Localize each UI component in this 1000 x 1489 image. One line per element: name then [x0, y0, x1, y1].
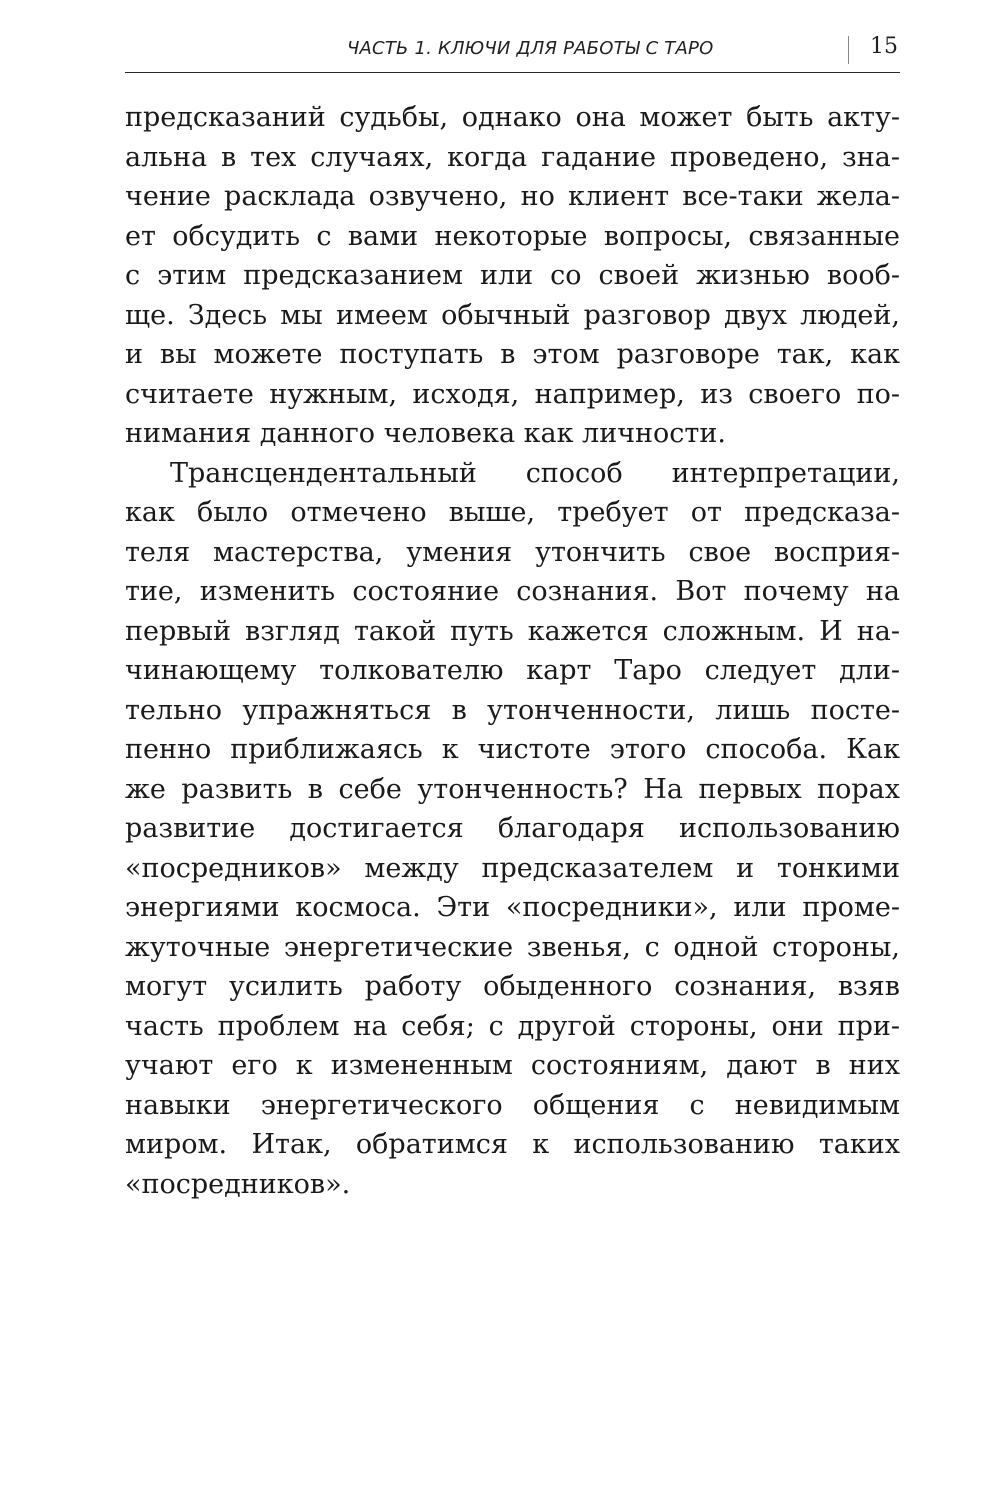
text-line: могут усилить работу обыденного сознания, взяв [125, 971, 900, 1002]
page-number: 15 [870, 34, 898, 59]
text-line: предсказаний судьбы, однако она может быть акту- [125, 102, 900, 133]
text-line: учают его к измененным состояниям, дают в них [125, 1050, 900, 1081]
text-line: ет обсудить с вами некоторые вопросы, связанные [125, 220, 900, 252]
text-line: часть проблем на себя; с другой стороны, они при- [125, 1010, 900, 1042]
text-line: первый взгляд такой путь кажется сложным. И на- [125, 615, 900, 647]
header-separator [848, 36, 849, 64]
text-line: ще. Здесь мы имеем обычный разговор двух людей, [125, 299, 900, 331]
text-line: «посредников» между предсказателем и тонкими [125, 852, 900, 884]
text-line: альна в тех случаях, когда гадание проведено, зна- [125, 141, 900, 173]
text-line: тие, изменить состояние сознания. Вот почему на [125, 576, 900, 607]
text-line: с этим предсказанием или со своей жизнью вооб- [125, 260, 900, 291]
text-line: теля мастерства, умения утончить свое восприя- [125, 536, 900, 568]
text-line: энергиями космоса. Эти «посредники», или проме- [125, 892, 900, 923]
text-line: как было отмечено выше, требует от предсказа- [125, 497, 900, 528]
body-text [125, 98, 900, 1204]
paragraph-1 [125, 98, 900, 454]
text-line: чение расклада озвучено, но клиент все-таки жела- [125, 181, 900, 212]
text-line: же развить в себе утонченность? На первых порах [125, 773, 900, 805]
text-line: тельно упражняться в утонченности, лишь посте- [125, 694, 900, 726]
paragraph-2 [125, 454, 900, 1205]
text-line: жуточные энергетические звенья, с одной стороны, [125, 931, 900, 963]
text-line: и вы можете поступать в этом разговоре так, как [125, 339, 900, 370]
text-line: Трансцендентальный способ интерпретации, [170, 457, 900, 489]
text-line: развитие достигается благодаря использованию [125, 813, 900, 844]
text-line: миром. Итак, обратимся к использованию таких [125, 1129, 900, 1160]
text-line: чинающему толкователю карт Таро следует дли- [125, 655, 900, 686]
text-line: нимания данного человека как личности. [125, 418, 726, 449]
text-line: «посредников». [125, 1168, 351, 1200]
running-header [125, 30, 900, 73]
text-line: навыки энергетического общения с невидимым [125, 1089, 900, 1121]
text-line: считаете нужным, исходя, например, из своего по- [125, 378, 900, 410]
chapter-title: ЧАСТЬ 1. КЛЮЧИ ДЛЯ РАБОТЫ С ТАРО [347, 38, 714, 59]
text-line: пенно приближаясь к чистоте этого способа. Как [125, 734, 900, 765]
